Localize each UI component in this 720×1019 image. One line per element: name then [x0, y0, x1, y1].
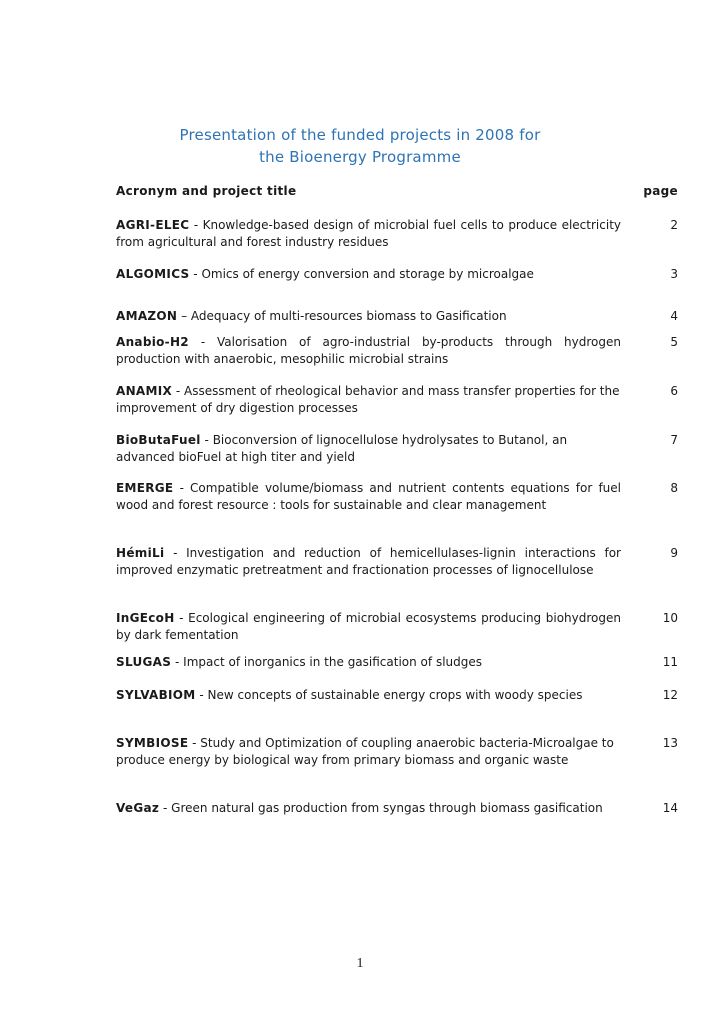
project-acronym: BioButaFuel — [116, 433, 201, 447]
project-entry — [116, 687, 678, 704]
project-entry — [116, 266, 678, 283]
project-acronym: Anabio-H2 — [116, 335, 189, 349]
project-page: 9 — [670, 546, 678, 560]
separator: - — [188, 736, 201, 750]
project-acronym: HémiLi — [116, 546, 165, 560]
separator: - — [164, 546, 187, 560]
project-title: Investigation and reduction of hemicellulases-lignin interactions for improved enzymatic pretreatment and fractionation processes of lignocellulose — [116, 546, 621, 577]
project-title: Assessment of rheological behavior and mass transfer properties for the improvement of dry digestion processes — [116, 384, 620, 415]
project-entry — [116, 654, 678, 671]
project-title: New concepts of sustainable energy crops with woody species — [207, 688, 583, 702]
title-line-2: the Bioenergy Programme — [259, 148, 461, 166]
project-title: Ecological engineering of microbial ecosystems producing biohydrogen by dark fementation — [116, 611, 621, 642]
project-title: Compatible volume/biomass and nutrient contents equations for fuel wood and forest resource : tools for sustainable and clear management — [116, 481, 621, 512]
project-title: Omics of energy conversion and storage by microalgae — [201, 267, 534, 281]
project-acronym: ALGOMICS — [116, 267, 190, 281]
project-entry — [116, 545, 678, 578]
project-acronym: VeGaz — [116, 801, 160, 815]
project-entry — [116, 383, 678, 416]
separator: - — [174, 611, 189, 625]
table-header — [116, 184, 678, 202]
project-acronym: ANAMIX — [116, 384, 173, 398]
title-line-1: Presentation of the funded projects in 2008 for — [179, 126, 541, 144]
project-page: 8 — [670, 481, 678, 495]
header-acronym-title: Acronym and project title — [116, 184, 297, 198]
separator: – — [177, 309, 191, 323]
separator: - — [171, 655, 184, 669]
project-entry — [116, 217, 678, 250]
separator: - — [173, 481, 191, 495]
separator: - — [189, 218, 203, 232]
project-acronym: AMAZON — [116, 309, 178, 323]
separator: - — [200, 433, 213, 447]
project-entry — [116, 432, 678, 465]
project-entry — [116, 480, 678, 513]
project-entry — [116, 308, 678, 325]
project-acronym: AGRI-ELEC — [116, 218, 190, 232]
project-page: 4 — [670, 309, 678, 323]
project-page: 7 — [670, 433, 678, 447]
separator: - — [189, 267, 202, 281]
project-entry — [116, 735, 678, 768]
project-page: 5 — [670, 335, 678, 349]
project-title: Study and Optimization of coupling anaerobic bacteria-Microalgae to produce energy by biological way from primary biomass and organic waste — [116, 736, 614, 767]
project-page: 14 — [662, 801, 678, 815]
project-acronym: EMERGE — [116, 481, 174, 495]
separator: - — [159, 801, 172, 815]
project-page: 6 — [670, 384, 678, 398]
project-title: Impact of inorganics in the gasification of sludges — [183, 655, 483, 669]
separator: - — [172, 384, 185, 398]
project-title: Adequacy of multi-resources biomass to Gasification — [190, 309, 507, 323]
project-page: 13 — [662, 736, 678, 750]
project-entry — [116, 334, 678, 367]
page-number: 1 — [356, 956, 364, 971]
header-page: page — [643, 184, 678, 198]
project-acronym: SYLVABIOM — [116, 688, 196, 702]
project-title: Bioconversion of lignocellulose hydrolysates to Butanol, an advanced bioFuel at high titer and yield — [116, 433, 568, 464]
project-title: Green natural gas production from syngas through biomass gasification — [171, 801, 603, 815]
project-page: 3 — [670, 267, 678, 281]
separator: - — [188, 335, 218, 349]
project-page: 2 — [670, 218, 678, 232]
project-page: 12 — [662, 688, 678, 702]
project-page: 11 — [662, 655, 678, 669]
project-title: Valorisation of agro-industrial by-products through hydrogen production with anaerobic, mesophilic microbial strains — [116, 335, 621, 366]
project-title: Knowledge-based design of microbial fuel cells to produce electricity from agricultural and forest industry residues — [116, 218, 621, 249]
project-acronym: InGEcoH — [116, 611, 175, 625]
project-acronym: SYMBIOSE — [116, 736, 189, 750]
document-title — [0, 124, 720, 168]
project-page: 10 — [662, 611, 678, 625]
project-entry — [116, 610, 678, 643]
project-acronym: SLUGAS — [116, 655, 172, 669]
separator: - — [195, 688, 208, 702]
project-entry — [116, 800, 678, 817]
